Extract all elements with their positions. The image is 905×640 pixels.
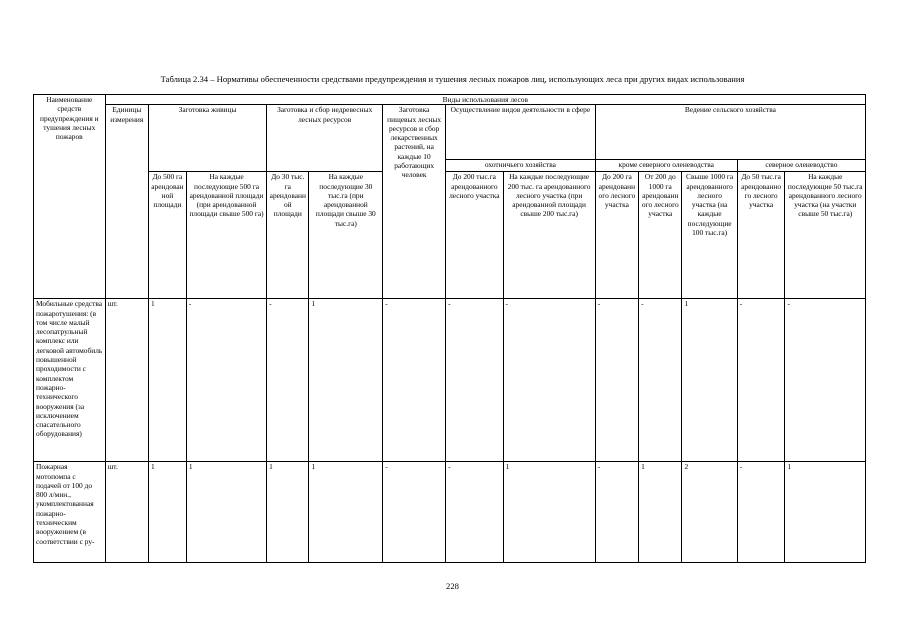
row-value-cell: - [785,299,866,462]
header-forest-use-types: Виды использования лесов [105,95,865,105]
norms-table [33,94,866,563]
subheader-cell: До 50 тыс.га арендованного лесного участка [737,172,785,299]
row-value-cell: - [595,462,638,563]
header-northern-reindeer: северное оленеводство [737,160,865,172]
table-caption: Таблица 2.34 – Нормативы обеспеченности средствами предупреждения и тушения лесных пожаров лиц, использующих леса при других видах использования [160,74,745,84]
header-resin: Заготовка живицы [148,105,266,172]
row-unit-cell: шт. [105,462,148,563]
subheader-cell: Свыше 1000 га арендованного лесного участка (на каждые последующие 100 тыс.га) [682,172,737,299]
header-nontimber: Заготовка и сбор недревесных лесных ресурсов [267,105,383,172]
subheader-cell: На каждые последующие 30 тыс.га (при арендованной площади свыше 30 тыс.га) [309,172,383,299]
header-row-1 [34,95,866,105]
row-value-cell: 1 [309,462,383,563]
page-number: 228 [446,581,459,591]
subheader-cell: До 30 тыс. га арендованной площади [267,172,309,299]
header-name-col: Наименование средств предупреждения и тушения лесных пожаров [34,95,106,299]
row-value-cell: 1 [267,462,309,563]
row-value-cell: 1 [309,299,383,462]
row-name-cell: Мобильные средства пожаротушения: (в том числе малый лесопатрульный комплекс или легковой автомобиль повышенной проходимости с комплектом пожарно-технического вооружения (за исключением спасательного оборудования) [34,299,106,462]
header-food: Заготовка пищевых лесных ресурсов и сбор лекарственных растений, на каждые 10 работающих человек [383,105,446,299]
row-value-cell: - [503,299,595,462]
row-value-cell: - [383,462,446,563]
header-row-4 [34,172,866,299]
row-value-cell: 1 [785,462,866,563]
row-value-cell: - [446,462,503,563]
subheader-cell: От 200 до 1000 га арендованного лесного участка [639,172,682,299]
row-value-cell: 1 [639,462,682,563]
row-value-cell: - [267,299,309,462]
row-value-cell: 2 [682,462,737,563]
row-value-cell: - [595,299,638,462]
table-row [34,462,866,563]
subheader-cell: До 200 га арендованного лесного участка [595,172,638,299]
row-value-cell: - [446,299,503,462]
row-value-cell: - [383,299,446,462]
row-value-cell: 1 [682,299,737,462]
row-value-cell: 1 [148,462,186,563]
header-row-2 [34,105,866,160]
row-name-cell: Пожарная мотопомпа с подачей от 100 до 800 л/мин., укомплектованная пожарно-техническим вооружением (в соответствии с ру- [34,462,106,563]
subheader-cell: На каждые последующие 500 га арендованной площади (при арендованной площади свыше 500 га) [186,172,266,299]
row-value-cell: 1 [503,462,595,563]
header-agriculture: Ведение сельского хозяйства [595,105,865,160]
row-value-cell: - [737,299,785,462]
row-value-cell: 1 [148,299,186,462]
row-value-cell: - [737,462,785,563]
row-unit-cell: шт. [105,299,148,462]
header-except-reindeer: кроме северного оленеводства [595,160,737,172]
subheader-cell: На каждые последующие 200 тыс. га арендованного лесного участка (при арендованной площади свыше 200 тыс.га) [503,172,595,299]
header-hunting-economy: охотничьего хозяйства [446,160,596,172]
header-hunting-activity: Осуществление видов деятельности в сфере [446,105,596,160]
table-row [34,299,866,462]
row-value-cell: - [639,299,682,462]
subheader-cell: До 500 га арендованной площади [148,172,186,299]
row-value-cell: 1 [186,462,266,563]
subheader-cell: На каждые последующие 50 тыс.га арендованного лесного участка (на участки свыше 50 тыс.га) [785,172,866,299]
subheader-cell: До 200 тыс.га арендованного лесного участка [446,172,503,299]
row-value-cell: - [186,299,266,462]
header-units-col: Единицы измерения [105,105,148,299]
